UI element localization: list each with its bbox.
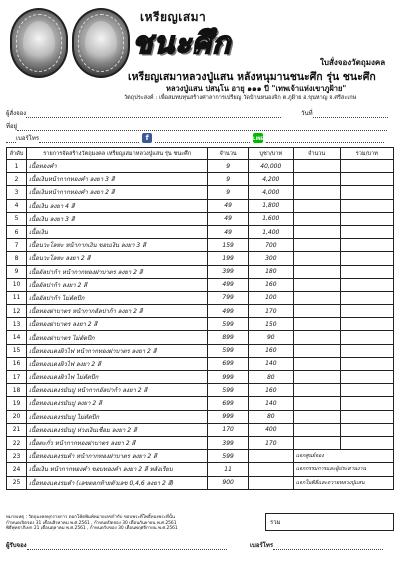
- phone-leading-dots: [6, 135, 16, 143]
- row-price: [248, 463, 293, 476]
- table-row: [7, 410, 394, 423]
- row-number: 17: [7, 371, 27, 384]
- monk-portrait: [23, 21, 55, 65]
- booking-form-label: ใบสั่งจองวัตถุมงคล: [320, 58, 386, 67]
- table-row: [7, 239, 394, 252]
- row-order-qty-input[interactable]: [293, 291, 340, 304]
- date-label: วันที่: [301, 110, 313, 117]
- row-quantity: 159: [208, 239, 249, 252]
- receiver-field[interactable]: [27, 542, 227, 550]
- row-total-input[interactable]: [340, 436, 393, 449]
- row-price: 170: [248, 436, 293, 449]
- row-total-input[interactable]: [340, 199, 393, 212]
- row-quantity: 599: [208, 384, 249, 397]
- table-row: [7, 160, 394, 173]
- row-description: เนื้ออัลปาก้า ไม่ตัดปีก: [27, 291, 208, 304]
- row-price: 140: [248, 357, 293, 370]
- purpose-line: วัตถุประสงค์ : เพื่อสมทบทุนสร้างศาลาการเปรียญ วัดบ้านหนองจิก ต.ภูฝ้าย อ.ขุนหาญ จ.ศรีสะเกษ: [124, 95, 357, 101]
- row-total-input[interactable]: [340, 160, 393, 173]
- row-price: 4,000: [248, 186, 293, 199]
- row-price: [248, 450, 293, 463]
- footer-note-3: พิธีพุทธาภิเษก 21 เดือนตุลาคม พ.ศ.2561 , กำหนดรับของ 30 เดือนพฤศจิกายน พ.ศ.2561: [6, 526, 178, 532]
- table-row: [7, 436, 394, 449]
- row-price: 700: [248, 239, 293, 252]
- row-number: 15: [7, 344, 27, 357]
- row-quantity: 399: [208, 436, 249, 449]
- row-price: 100: [248, 291, 293, 304]
- row-quantity: 49: [208, 225, 249, 238]
- row-number: 14: [7, 331, 27, 344]
- row-order-qty-input[interactable]: [293, 265, 340, 278]
- row-quantity: 11: [208, 463, 249, 476]
- col-price: บูชา/บาท: [248, 148, 293, 160]
- row-price: 4,200: [248, 173, 293, 186]
- col-order-qty: จำนวน: [293, 148, 340, 160]
- row-quantity: 599: [208, 344, 249, 357]
- row-price: 300: [248, 252, 293, 265]
- row-number: 7: [7, 239, 27, 252]
- sum-label: รวม: [270, 519, 281, 526]
- row-quantity: 9: [208, 173, 249, 186]
- row-quantity: 999: [208, 371, 249, 384]
- row-order-qty-input[interactable]: [293, 173, 340, 186]
- row-order-qty-input[interactable]: [293, 331, 340, 344]
- row-total-input[interactable]: [340, 371, 393, 384]
- table-row: [7, 278, 394, 291]
- row-order-qty-input[interactable]: [293, 384, 340, 397]
- row-order-qty-input[interactable]: [293, 371, 340, 384]
- table-header-row: [7, 148, 394, 160]
- row-order-qty-input[interactable]: [293, 436, 340, 449]
- row-description: เนื้อทองแดงรมดำ หน้ากากทองฝาบาตร ลงยา 2 สี: [27, 450, 208, 463]
- table-row: [7, 305, 394, 318]
- row-number: 19: [7, 397, 27, 410]
- row-description: เนื้อนวะโลหะ ลงยา 2 สี: [27, 252, 208, 265]
- table-row: [7, 199, 394, 212]
- row-number: 9: [7, 265, 27, 278]
- row-quantity: 999: [208, 410, 249, 423]
- facebook-field[interactable]: [155, 135, 250, 143]
- row-total-input[interactable]: [340, 291, 393, 304]
- row-number: 25: [7, 476, 27, 489]
- row-price: 80: [248, 410, 293, 423]
- row-total-input[interactable]: [340, 423, 393, 436]
- table-row: [7, 423, 394, 436]
- row-description: เนื้อเงินหน้ากากทองคำ ลงยา 3 สี: [27, 173, 208, 186]
- row-order-qty-input[interactable]: [293, 357, 340, 370]
- row-order-qty-input[interactable]: [293, 160, 340, 173]
- row-total-input[interactable]: [340, 410, 393, 423]
- big-title: ชนะศึก: [132, 26, 232, 61]
- line-field[interactable]: [266, 135, 384, 143]
- phone-label: เบอร์โทร: [16, 135, 40, 142]
- row-description: เนื้อตะกั่ว หน้ากากทองฝาบาตร ลงยา 2 สี: [27, 436, 208, 449]
- row-price: 90: [248, 331, 293, 344]
- row-description: เนื้อทองแดงผิวไฟ ลงยา 2 สี: [27, 357, 208, 370]
- name-row: [6, 108, 394, 118]
- row-order-qty-input[interactable]: [293, 199, 340, 212]
- row-description: เนื้อเงิน หน้ากากทองคำ ขอบทองคำ ลงยา 2 สี หลังเรียบ: [27, 463, 208, 476]
- row-quantity: 599: [208, 318, 249, 331]
- table-row: [7, 450, 394, 463]
- row-price: 150: [248, 318, 293, 331]
- row-price: 80: [248, 371, 293, 384]
- receiver-phone-row: [250, 540, 383, 550]
- row-quantity: 799: [208, 291, 249, 304]
- monk-medal-image: [10, 8, 68, 78]
- row-total-input[interactable]: [340, 318, 393, 331]
- row-description: เนื้อเงิน ลงยา 4 สี: [27, 199, 208, 212]
- row-price: 40,000: [248, 160, 293, 173]
- row-quantity: 699: [208, 397, 249, 410]
- sum-box[interactable]: [265, 513, 394, 531]
- row-number: 20: [7, 410, 27, 423]
- row-price: 400: [248, 423, 293, 436]
- hanuman-medal-image: [72, 8, 130, 78]
- receiver-phone-label: เบอร์โทร: [250, 542, 274, 549]
- row-order-qty-input[interactable]: [293, 186, 340, 199]
- row-quantity: 49: [208, 212, 249, 225]
- row-price: 160: [248, 344, 293, 357]
- row-total-input[interactable]: [340, 384, 393, 397]
- row-description: เนื้อทองแดงรมันปู หน้ากากอัลปาก้า ลงยา 2 สี: [27, 384, 208, 397]
- row-number: 12: [7, 305, 27, 318]
- row-quantity: 899: [208, 331, 249, 344]
- name-label: ผู้สั่งจอง: [6, 110, 27, 117]
- row-quantity: 9: [208, 160, 249, 173]
- table-row: [7, 212, 394, 225]
- order-table: [6, 147, 394, 490]
- row-total-input[interactable]: [340, 239, 393, 252]
- row-price: 1,800: [248, 199, 293, 212]
- row-total-input[interactable]: [340, 173, 393, 186]
- table-row: [7, 357, 394, 370]
- row-number: 11: [7, 291, 27, 304]
- row-description: เนื้อทองฝาบาตร หน้ากากอัลปาก้า ลงยา 2 สี: [27, 305, 208, 318]
- row-description: เนื้อทองฝาบาตร ไม่ตัดปีก: [27, 331, 208, 344]
- row-number: 3: [7, 186, 27, 199]
- row-quantity: 170: [208, 423, 249, 436]
- row-number: 1: [7, 160, 27, 173]
- phone-row: [6, 133, 394, 143]
- footer-note-1: หมายเหตุ : วัตถุมงคลทุกรายการ ตอกโค้ดพิมพ์หมายเลขกำกับ ขอบพระที่โพธิ์ทองพระที่นั้น: [6, 515, 175, 520]
- row-total-input[interactable]: [340, 344, 393, 357]
- table-row: [7, 252, 394, 265]
- row-price: 180: [248, 265, 293, 278]
- phone-field[interactable]: [39, 135, 139, 143]
- table-row: [7, 173, 394, 186]
- row-quantity: 900: [208, 476, 249, 489]
- row-total-input[interactable]: [340, 252, 393, 265]
- row-order-qty-input[interactable]: [293, 423, 340, 436]
- row-number: 5: [7, 212, 27, 225]
- row-description: เนื้อทองฝาบาตร ลงยา 2 สี: [27, 318, 208, 331]
- row-quantity: 599: [208, 450, 249, 463]
- table-row: [7, 331, 394, 344]
- row-total-input[interactable]: [340, 186, 393, 199]
- row-quantity: 499: [208, 305, 249, 318]
- row-quantity: 49: [208, 199, 249, 212]
- row-order-qty-input[interactable]: [293, 252, 340, 265]
- row-description: เนื้ออัลปาก้า หน้ากากทองฝาบาตร ลงยา 2 สี: [27, 265, 208, 278]
- table-row: [7, 397, 394, 410]
- row-description: เนื้อเงินหน้ากากทองคำ ลงยา 2 สี: [27, 186, 208, 199]
- table-row: [7, 476, 394, 489]
- row-quantity: 499: [208, 278, 249, 291]
- row-total-input[interactable]: [340, 331, 393, 344]
- row-total-input[interactable]: [340, 397, 393, 410]
- row-quantity: 9: [208, 186, 249, 199]
- row-price: 140: [248, 397, 293, 410]
- col-total: รวม/บาท: [340, 148, 393, 160]
- row-description: เนื้ออัลปาก้า ลงยา 2 สี: [27, 278, 208, 291]
- row-order-qty-input[interactable]: [293, 305, 340, 318]
- facebook-icon: f: [142, 133, 152, 143]
- row-total-input[interactable]: [340, 212, 393, 225]
- row-total-input[interactable]: [340, 357, 393, 370]
- row-order-qty-input[interactable]: [293, 225, 340, 238]
- row-order-qty-input[interactable]: [293, 239, 340, 252]
- line-app-icon: LINE: [253, 133, 263, 143]
- subtitle-top: เหรียญเสมา: [140, 10, 207, 24]
- row-number: 22: [7, 436, 27, 449]
- table-row: [7, 463, 394, 476]
- address-label: ที่อยู่: [6, 123, 18, 130]
- row-description: เนื้อเงิน ลงยา 3 สี: [27, 212, 208, 225]
- row-order-qty-input[interactable]: [293, 397, 340, 410]
- row-number: 18: [7, 384, 27, 397]
- row-description: เนื้อทองแดงรมันปู ไม่ตัดปีก: [27, 410, 208, 423]
- row-description: เนื้อทองคำ: [27, 160, 208, 173]
- row-note: แจกกรรมการและผู้ประสานงาน: [293, 463, 393, 476]
- footer-note-2: กำหนดเปิดจอง 31 เดือนสิงหาคม พ.ศ.2561 , กำหนดปิดจอง 30 เดือนกันยายน พ.ศ.2561: [6, 520, 177, 526]
- row-quantity: 399: [208, 265, 249, 278]
- row-number: 13: [7, 318, 27, 331]
- row-number: 4: [7, 199, 27, 212]
- receiver-label: ผู้รับจอง: [6, 542, 27, 549]
- row-note: แจกศูนย์จอง: [293, 450, 393, 463]
- row-description: เนื้อทองแดงผิวไฟ หน้ากากทองฝาบาตร ลงยา 2 สี: [27, 344, 208, 357]
- priest-line: หลวงปู่แสน ปสนฺโน อายุ ๑๑๑ ปี "เทพเจ้าแห่งเขาภูฝ้าย": [166, 84, 347, 93]
- row-quantity: 699: [208, 357, 249, 370]
- row-price: 1,400: [248, 225, 293, 238]
- col-no: ลำดับ: [7, 148, 27, 160]
- hanuman-relief: [85, 21, 117, 65]
- table-row: [7, 186, 394, 199]
- row-price: [248, 476, 293, 489]
- row-price: 160: [248, 278, 293, 291]
- date-field[interactable]: [313, 110, 388, 118]
- header: [0, 0, 400, 100]
- row-total-input[interactable]: [340, 305, 393, 318]
- row-number: 23: [7, 450, 27, 463]
- row-number: 6: [7, 225, 27, 238]
- row-order-qty-input[interactable]: [293, 410, 340, 423]
- main-title: เหรียญเสมาหลวงปู่แสน หลังหนุมานชนะศึก รุ่น ชนะศึก: [128, 71, 376, 83]
- address-field[interactable]: [17, 123, 387, 131]
- row-quantity: 199: [208, 252, 249, 265]
- row-order-qty-input[interactable]: [293, 278, 340, 291]
- footer-note: [6, 515, 256, 532]
- row-number: 2: [7, 173, 27, 186]
- table-row: [7, 371, 394, 384]
- table-row: [7, 318, 394, 331]
- table-row: [7, 225, 394, 238]
- table-row: [7, 344, 394, 357]
- col-item: รายการจัดสร้างวัตถุมงคล เหรียญเสมาหลวงปู่แสน รุ่น ชนะศึก: [27, 148, 208, 160]
- row-description: เนื้อนวะโลหะ หน้ากากเงิน ขอบเงิน ลงยา 3 สี: [27, 239, 208, 252]
- row-description: เนื้อเงิน: [27, 225, 208, 238]
- row-description: เนื้อทองแดงผิวไฟ ไม่ตัดปีก: [27, 371, 208, 384]
- row-description: เนื้อทองแดงรมันปู ห่วงเงินเชื่อม ลงยา 2 สี: [27, 423, 208, 436]
- table-row: [7, 265, 394, 278]
- row-price: 1,600: [248, 212, 293, 225]
- row-order-qty-input[interactable]: [293, 212, 340, 225]
- row-price: 160: [248, 384, 293, 397]
- row-number: 24: [7, 463, 27, 476]
- row-total-input[interactable]: [340, 265, 393, 278]
- name-field[interactable]: [26, 110, 281, 118]
- col-qty: จำนวน: [208, 148, 249, 160]
- row-order-qty-input[interactable]: [293, 318, 340, 331]
- row-number: 8: [7, 252, 27, 265]
- address-row: [6, 121, 394, 131]
- row-number: 16: [7, 357, 27, 370]
- row-total-input[interactable]: [340, 225, 393, 238]
- row-price: 170: [248, 305, 293, 318]
- row-number: 10: [7, 278, 27, 291]
- row-note: แจกในพิธีและถวายหลวงปู่แสน: [293, 476, 393, 489]
- row-order-qty-input[interactable]: [293, 344, 340, 357]
- receiver-row: [6, 540, 227, 550]
- row-description: เนื้อทองแดงรมันปู ลงยา 2 สี: [27, 397, 208, 410]
- row-description: เนื้อทองแดงรมดำ (เลขตอกท้ายตัวเลข 0,4,6 ลงยา 2 สี): [27, 476, 208, 489]
- row-number: 21: [7, 423, 27, 436]
- receiver-phone-field[interactable]: [273, 542, 383, 550]
- table-row: [7, 291, 394, 304]
- table-row: [7, 384, 394, 397]
- row-total-input[interactable]: [340, 278, 393, 291]
